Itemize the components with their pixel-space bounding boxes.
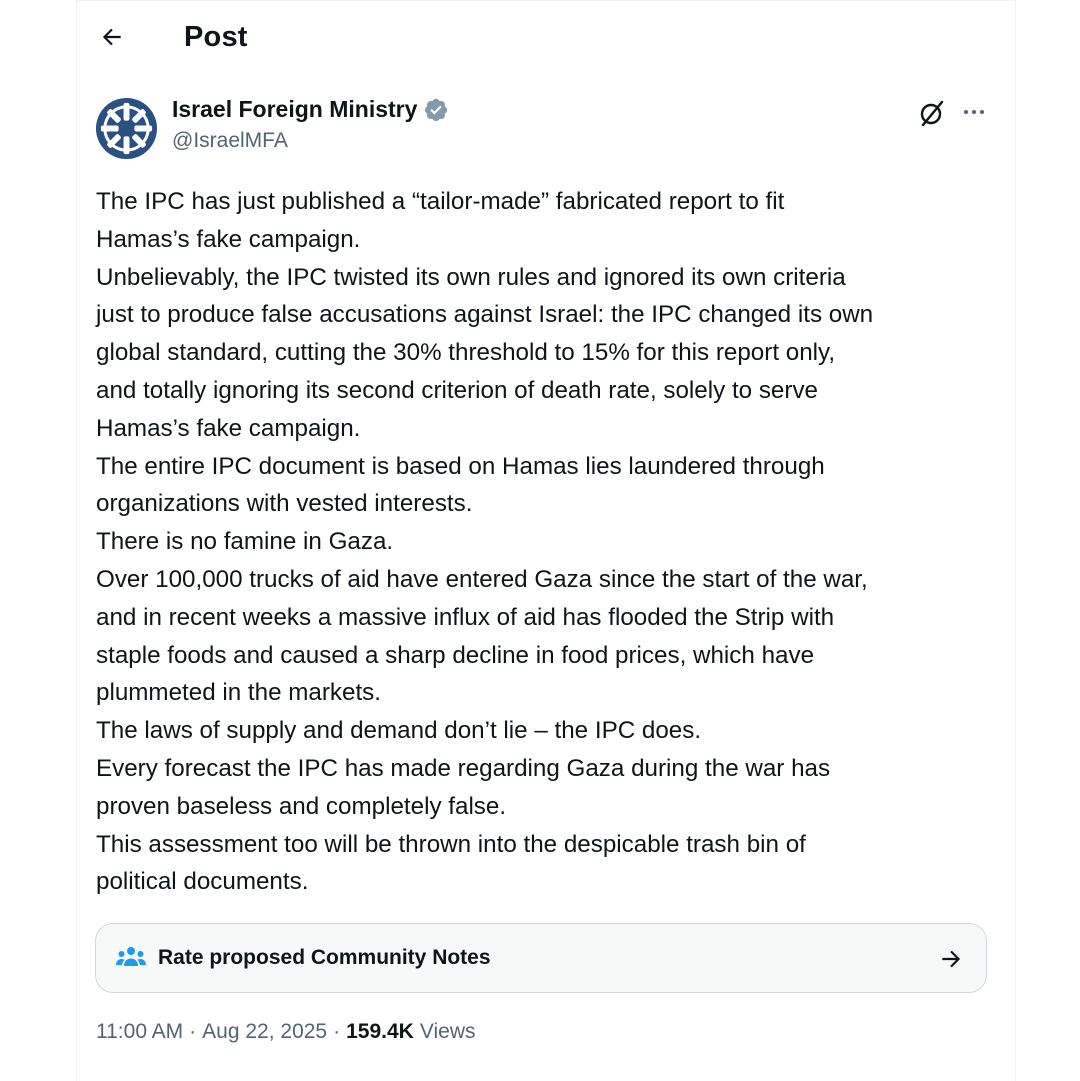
people-icon	[116, 946, 146, 970]
page-title: Post	[184, 20, 248, 53]
post-text	[96, 183, 996, 901]
author-block	[172, 96, 449, 153]
author-name[interactable]: Israel Foreign Ministry	[172, 96, 418, 122]
post-line: proven baseless and completely false.	[96, 792, 507, 820]
post-date[interactable]: Aug 22, 2025	[202, 1020, 328, 1043]
back-button[interactable]	[96, 21, 128, 53]
post-line: Hamas’s fake campaign.	[96, 414, 361, 442]
post-line: organizations with vested interests.	[96, 490, 473, 518]
views-label: Views	[419, 1020, 476, 1043]
community-notes-button[interactable]	[95, 923, 987, 993]
post-line: Every forecast the IPC has made regarding Gaza during the war has	[96, 754, 831, 782]
verified-badge-icon	[423, 97, 449, 123]
post-line: The laws of supply and demand don’t lie – the IPC does.	[96, 717, 702, 745]
more-icon[interactable]	[960, 98, 988, 126]
post-line: just to produce false accusations against Israel: the IPC changed its own	[96, 301, 874, 329]
views-count[interactable]: 159.4K	[346, 1020, 414, 1043]
post-meta	[96, 1020, 475, 1044]
post-line: Over 100,000 trucks of aid have entered Gaza since the start of the war,	[96, 565, 868, 593]
meta-separator: ·	[333, 1020, 341, 1043]
post-line: and in recent weeks a massive influx of aid has flooded the Strip with	[96, 603, 835, 631]
post-line: political documents.	[96, 868, 309, 896]
community-notes-label: Rate proposed Community Notes	[158, 946, 491, 969]
arrow-left-icon	[99, 24, 125, 50]
meta-separator: ·	[189, 1020, 197, 1043]
post-time[interactable]: 11:00 AM	[96, 1020, 184, 1043]
page-header	[96, 14, 248, 60]
avatar[interactable]	[95, 97, 158, 160]
post-line: Unbelievably, the IPC twisted its own rules and ignored its own criteria	[96, 263, 846, 291]
post-line: There is no famine in Gaza.	[96, 528, 394, 556]
post-line: The entire IPC document is based on Hamas lies laundered through	[96, 452, 825, 480]
arrow-right-icon	[938, 946, 964, 972]
post-line: plummeted in the markets.	[96, 679, 381, 707]
grok-icon[interactable]	[917, 98, 947, 128]
post-line: Hamas’s fake campaign.	[96, 225, 361, 253]
post-line: staple foods and caused a sharp decline in food prices, which have	[96, 641, 815, 669]
post-line: The IPC has just published a “tailor-made” fabricated report to fit	[96, 188, 785, 215]
author-handle[interactable]: @IsraelMFA	[172, 129, 288, 152]
post-line: This assessment too will be thrown into the despicable trash bin of	[96, 830, 806, 858]
post-line: global standard, cutting the 30% threshold to 15% for this report only,	[96, 339, 836, 367]
post-line: and totally ignoring its second criterion of death rate, solely to serve	[96, 376, 818, 404]
